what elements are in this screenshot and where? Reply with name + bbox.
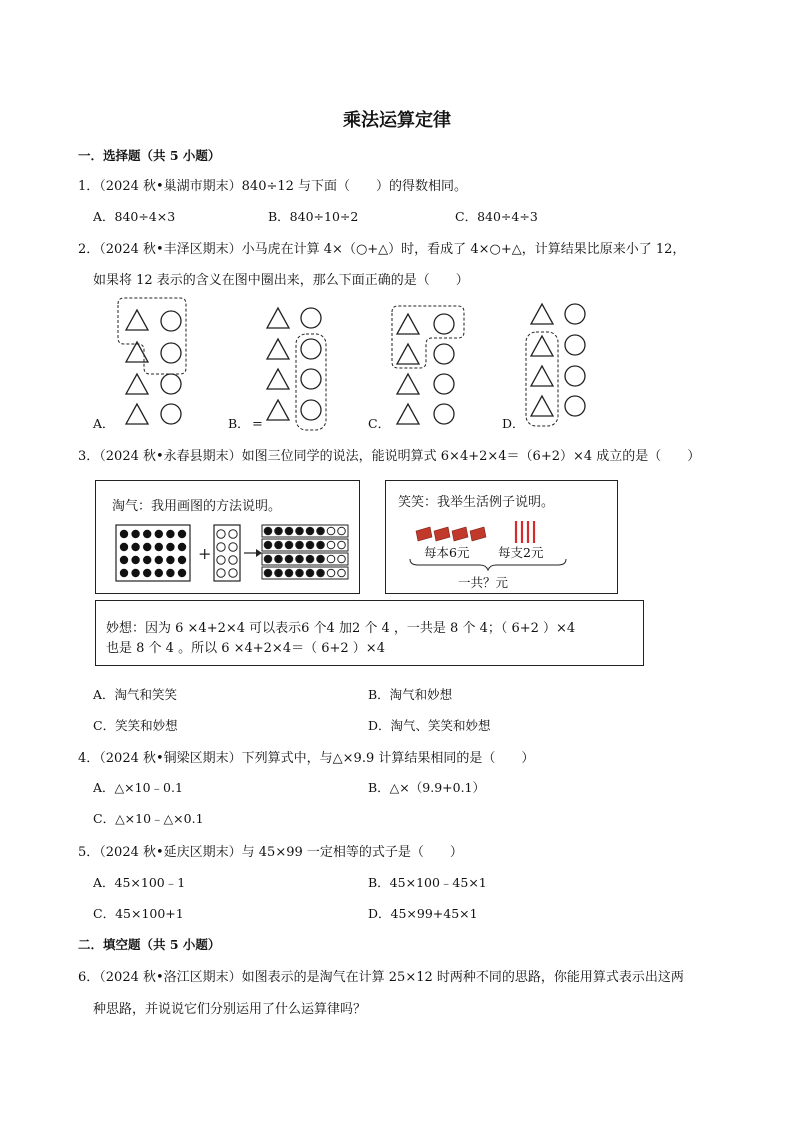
q2-option-d-label[interactable]: D． — [502, 416, 525, 431]
filled-dot — [155, 530, 163, 538]
filled-dot — [306, 541, 314, 549]
q3-option-a[interactable]: A．淘气和笑笑 — [93, 687, 178, 702]
filled-dot — [285, 527, 293, 535]
filled-dot — [155, 569, 163, 577]
filled-dot — [317, 527, 325, 535]
filled-dot — [285, 555, 293, 563]
xiaoxiao-text: 笑笑：我举生活例子说明。 — [398, 495, 555, 510]
page-title: 乘法运算定律 — [343, 110, 451, 131]
q3-option-b[interactable]: B．淘气和妙想 — [368, 687, 453, 702]
filled-dot — [131, 543, 139, 551]
filled-dot — [166, 530, 174, 538]
book-icon — [416, 527, 486, 541]
q2-figure-c — [388, 304, 468, 432]
q1-option-c[interactable]: C．840÷4÷3 — [455, 209, 538, 224]
q4-option-c[interactable]: C．△×10﹣△×0.1 — [93, 811, 204, 826]
question-2-stem-line2: 如果将 12 表示的含义在图中圈出来，那么下面正确的是（ ） — [93, 273, 469, 288]
filled-dot — [296, 555, 304, 563]
filled-dot — [120, 569, 128, 577]
filled-dot — [178, 556, 186, 564]
filled-dot — [131, 556, 139, 564]
filled-dot — [275, 569, 283, 577]
xiaoxiao-box — [385, 480, 618, 594]
q5-option-d[interactable]: D．45×99+45×1 — [368, 906, 478, 921]
filled-dot — [178, 530, 186, 538]
q2-figure-b — [252, 304, 332, 432]
filled-dot — [317, 569, 325, 577]
filled-dot — [264, 527, 272, 535]
filled-dot — [264, 569, 272, 577]
filled-dot — [166, 556, 174, 564]
svg-text:=: = — [252, 417, 263, 432]
open-dot — [327, 527, 335, 535]
taoqi-box — [95, 480, 360, 594]
q2-figure-d — [522, 300, 602, 428]
filled-dot — [166, 569, 174, 577]
filled-dot — [143, 530, 151, 538]
open-dot — [327, 555, 335, 563]
q5-option-a[interactable]: A．45×100﹣1 — [93, 875, 186, 890]
question-5-stem: 5．（2024 秋•延庆区期末）与 45×99 一定相等的式子是（ ） — [78, 845, 463, 860]
filled-dot — [306, 555, 314, 563]
filled-dot — [166, 543, 174, 551]
filled-dot — [178, 543, 186, 551]
plus-sign: + — [198, 544, 212, 563]
filled-dot — [317, 541, 325, 549]
question-4-stem: 4．（2024 秋•铜梁区期末）下列算式中，与△×9.9 计算结果相同的是（ ） — [78, 751, 535, 766]
open-dot — [338, 555, 346, 563]
filled-dot — [264, 555, 272, 563]
filled-dot — [143, 569, 151, 577]
question-2-stem-line1: 2．（2024 秋•丰泽区期末）小马虎在计算 4×（○+△）时，看成了 4×○+△，计算结果比原来小了 12， — [78, 242, 686, 257]
miaoxiang-line2: 也是 8 个 4 。所以 6 ×4+2×4＝（ 6+2 ）×4 — [106, 641, 385, 656]
open-dot — [338, 569, 346, 577]
question-6-stem-line1: 6．（2024 秋•洛江区期末）如图表示的是淘气在计算 25×12 时两种不同的思路，你能用算式表示出这两 — [78, 970, 684, 985]
open-dot — [217, 556, 225, 564]
filled-dot — [131, 530, 139, 538]
open-dot — [217, 530, 225, 538]
taoqi-text: 淘气：我用画图的方法说明。 — [112, 499, 282, 514]
filled-dot — [120, 556, 128, 564]
miaoxiang-box — [95, 600, 644, 666]
q2-figure-a — [110, 296, 200, 432]
filled-dot — [296, 527, 304, 535]
section-heading-fill: 二．填空题（共 5 小题） — [78, 937, 221, 952]
filled-dot — [275, 555, 283, 563]
open-dot — [229, 556, 237, 564]
q1-option-b[interactable]: B．840÷10÷2 — [268, 209, 359, 224]
filled-dot — [285, 541, 293, 549]
filled-dot — [155, 543, 163, 551]
filled-dot — [143, 556, 151, 564]
arrow-head — [256, 549, 262, 557]
filled-dot — [296, 569, 304, 577]
miaoxiang-line1: 妙想：因为 6 ×4+2×4 可以表示6 个4 加2 个 4 ，一共是 8 个 4；（ 6+2 ）×4 — [106, 621, 576, 636]
q3-option-c[interactable]: C．笑笑和妙想 — [93, 718, 178, 733]
total-label: 一共？元 — [458, 575, 509, 590]
filled-dot — [131, 569, 139, 577]
q5-option-c[interactable]: C．45×100+1 — [93, 906, 184, 921]
open-dot-grid-frame — [214, 525, 240, 581]
q5-option-b[interactable]: B．45×100﹣45×1 — [368, 875, 487, 890]
filled-dot — [120, 543, 128, 551]
filled-dot — [306, 527, 314, 535]
q3-option-d[interactable]: D．淘气、笑笑和妙想 — [368, 718, 491, 733]
filled-dot — [296, 541, 304, 549]
q2-option-a-label[interactable]: A． — [93, 416, 115, 431]
open-dot — [229, 543, 237, 551]
filled-dot — [143, 543, 151, 551]
q2-option-b-label[interactable]: B． — [228, 416, 250, 431]
q4-option-b[interactable]: B．△×（9.9+0.1） — [368, 780, 486, 795]
q2-option-c-label[interactable]: C． — [368, 416, 391, 431]
open-dot — [229, 530, 237, 538]
filled-dot — [120, 530, 128, 538]
question-3-stem: 3．（2024 秋•永春县期末）如图三位同学的说法，能说明算式 6×4+2×4＝（6+2）×4 成立的是（ ） — [78, 449, 701, 464]
filled-dot — [317, 555, 325, 563]
open-dot — [327, 541, 335, 549]
filled-dot — [178, 569, 186, 577]
pen-icon — [516, 521, 534, 543]
question-6-stem-line2: 种思路，并说说它们分别运用了什么运算律吗？ — [93, 1002, 367, 1017]
open-dot — [217, 569, 225, 577]
filled-dot — [275, 527, 283, 535]
brace — [408, 557, 568, 571]
open-dot — [338, 527, 346, 535]
taoqi-dot-diagram — [116, 523, 356, 585]
filled-dot — [155, 556, 163, 564]
question-1-stem: 1．（2024 秋•巢湖市期末）840÷12 与下面（ ）的得数相同。 — [78, 179, 468, 194]
open-dot — [229, 569, 237, 577]
pen-price-label: 每支2元 — [498, 545, 544, 560]
open-dot — [338, 541, 346, 549]
filled-dot — [264, 541, 272, 549]
open-dot — [327, 569, 335, 577]
book-price-label: 每本6元 — [424, 545, 470, 560]
q1-option-a[interactable]: A．840÷4×3 — [93, 209, 176, 224]
filled-dot — [306, 569, 314, 577]
open-dot — [217, 543, 225, 551]
section-heading-choice: 一．选择题（共 5 小题） — [78, 148, 221, 163]
filled-dot — [275, 541, 283, 549]
filled-dot — [285, 569, 293, 577]
q4-option-a[interactable]: A．△×10﹣0.1 — [93, 780, 183, 795]
